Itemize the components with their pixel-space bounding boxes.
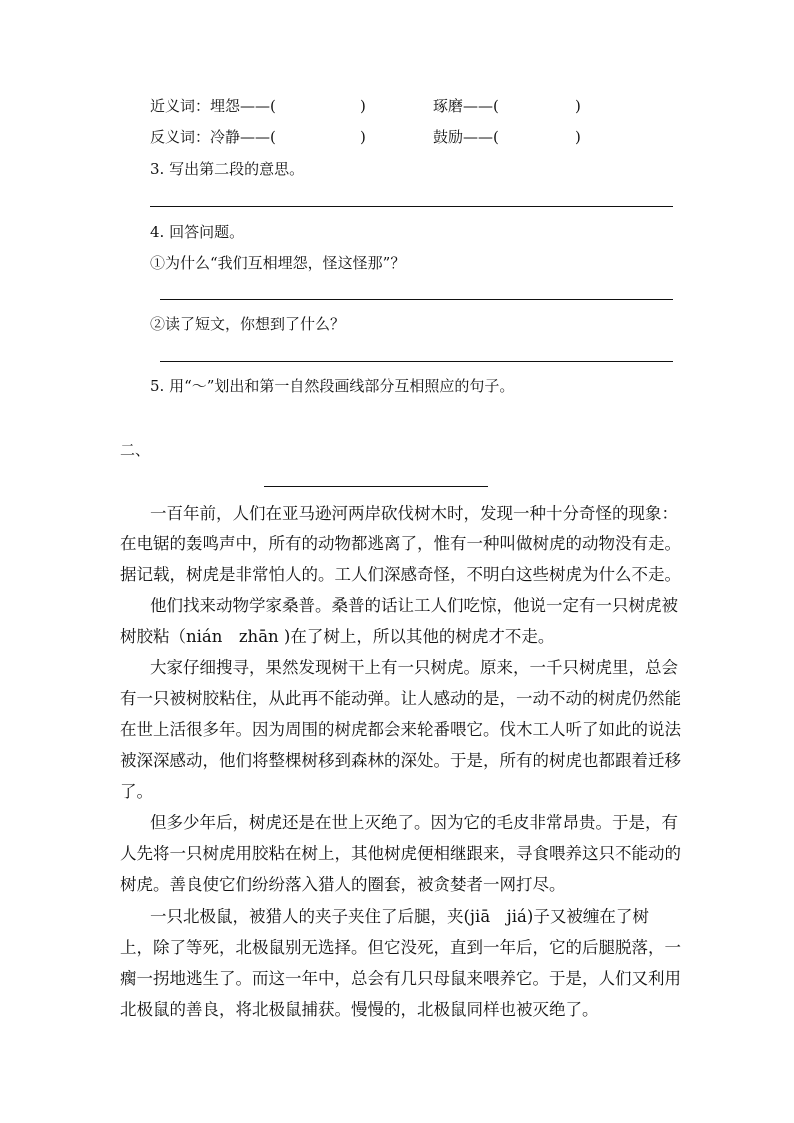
antonym-word-2-answer-close[interactable]: ) <box>575 128 581 146</box>
passage-line: 上，除了等死，北极鼠别无选择。但它没死，直到一年后，它的后腿脱落，一 <box>120 938 681 957</box>
passage-line: 瘸一拐地逃生了。而这一年中，总会有几只母鼠来喂养它。于是，人们又利用 <box>120 969 681 988</box>
passage-line: 了。 <box>120 782 153 801</box>
question-5: 5. 用“～”划出和第一自然段画线部分互相照应的句子。 <box>150 377 515 395</box>
question-4: 4. 回答问题。 <box>150 223 245 241</box>
passage-line: 人先将一只树虎用胶粘在树上，其他树虎便相继跟来，寻食喂养这只不能动的 <box>120 844 681 863</box>
question-4-1-answer-line[interactable] <box>160 299 673 300</box>
section-2-label: 二、 <box>120 441 151 459</box>
passage-line: 他们找来动物学家桑普。桑普的话让工人们吃惊，他说一定有一只树虎被 <box>150 596 678 615</box>
passage-line: 被深深感动，他们将整棵树移到森林的深处。于是，所有的树虎也都跟着迁移 <box>120 751 681 770</box>
passage-line: 一只北极鼠，被猎人的夹子夹住了后腿，夹(jiā jiá)子又被缠在了树 <box>150 907 649 926</box>
passage-line: 树虎。善良使它们纷纷落入猎人的圈套，被贪婪者一网打尽。 <box>120 875 566 894</box>
antonym-word-1-answer-close[interactable]: ) <box>360 128 366 146</box>
question-4-2: ②读了短文，你想到了什么？ <box>150 315 346 333</box>
antonym-label: 反义词： <box>150 128 211 146</box>
synonym-word-2-answer-close[interactable]: ) <box>575 97 581 115</box>
passage-line: 有一只被树胶粘住，从此再不能动弹。让人感动的是，一动不动的树虎仍然能 <box>120 689 681 708</box>
question-4-1: ①为什么“我们互相埋怨，怪这怪那”？ <box>150 254 406 272</box>
passage-line: 在世上活很多年。因为周围的树虎都会来轮番喂它。伐木工人听了如此的说法 <box>120 720 681 739</box>
passage-line: 但多少年后，树虎还是在世上灭绝了。因为它的毛皮非常昂贵。于是，有 <box>150 813 678 832</box>
section-2-title-blank[interactable] <box>264 486 488 487</box>
passage-line: 在电锯的轰鸣声中，所有的动物都逃离了，惟有一种叫做树虎的动物没有走。 <box>120 534 681 553</box>
synonym-word-2: 琢磨——( <box>433 97 499 115</box>
question-3: 3. 写出第二段的意思。 <box>150 160 305 178</box>
synonym-word-1: 埋怨——( <box>210 97 276 115</box>
question-3-answer-line[interactable] <box>150 206 673 207</box>
passage-line: 一百年前，人们在亚马逊河两岸砍伐树木时，发现一种十分奇怪的现象： <box>150 504 678 523</box>
passage-line: 北极鼠的善良，将北极鼠捕获。慢慢的，北极鼠同样也被灭绝了。 <box>120 1000 599 1019</box>
antonym-word-2: 鼓励——( <box>433 128 499 146</box>
passage-line: 据记载，树虎是非常怕人的。工人们深感奇怪，不明白这些树虎为什么不走。 <box>120 565 681 584</box>
passage-line: 大家仔细搜寻，果然发现树干上有一只树虎。原来，一千只树虎里，总会 <box>150 658 678 677</box>
passage-line: 树胶粘（nián zhān )在了树上，所以其他的树虎才不走。 <box>120 627 555 646</box>
question-4-2-answer-line[interactable] <box>160 361 673 362</box>
synonym-word-1-answer-close[interactable]: ) <box>360 97 366 115</box>
antonym-word-1: 冷静——( <box>210 128 276 146</box>
synonym-label: 近义词： <box>150 97 211 115</box>
